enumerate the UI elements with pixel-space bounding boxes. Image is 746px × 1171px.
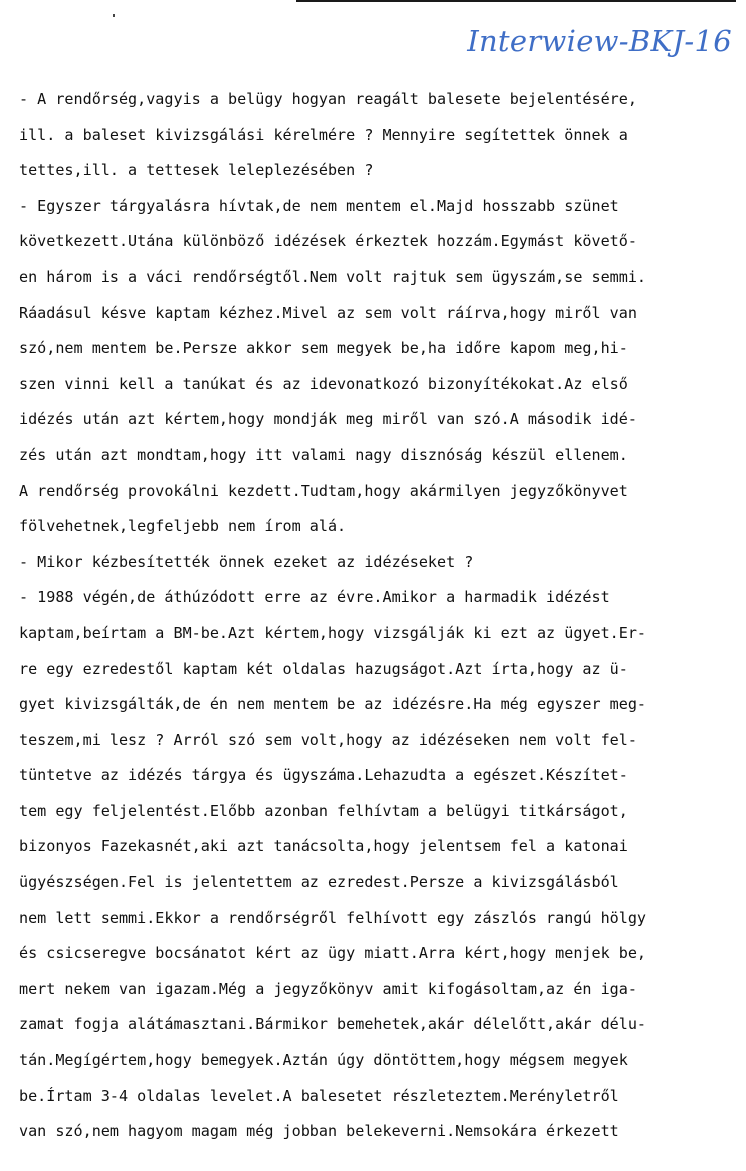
text-line: van szó,nem hagyom magam még jobban belekeverni.Nemsokára érkezett (19, 1122, 619, 1141)
text-line: - A rendőrség,vagyis a belügy hogyan reagált balesete bejelentésére, (19, 90, 637, 108)
text-line: tem egy feljelentést.Előbb azonban felhívtam a belügyi titkárságot, (19, 801, 628, 820)
text-line: nem lett semmi.Ekkor a rendőrségről felhívott egy zászlós rangú hölgy (19, 908, 647, 927)
text-line: teszem,mi lesz ? Arról szó sem volt,hogy az idézéseken nem volt fel- (19, 730, 637, 749)
text-line: tettes,ill. a tettesek leleplezésében ? (19, 161, 374, 180)
text-line: kaptam,beírtam a BM-be.Azt kértem,hogy vizsgálják ki ezt az ügyet.Er- (19, 623, 647, 642)
text-line: következett.Utána különböző idézések érkeztek hozzám.Egymást követő- (19, 232, 637, 251)
text-line: A rendőrség provokálni kezdett.Tudtam,hogy akármilyen jegyzőkönyvet (19, 481, 628, 500)
text-line: gyet kivizsgálták,de én nem mentem be az idézésre.Ha még egyszer meg- (19, 695, 647, 714)
text-line: Ráadásul késve kaptam kézhez.Mivel az sem volt ráírva,hogy miről van (19, 303, 637, 322)
scan-speck (113, 14, 115, 17)
text-line: tán.Megígértem,hogy bemegyek.Aztán úgy döntöttem,hogy mégsem megyek (19, 1051, 628, 1070)
text-line: szó,nem mentem be.Persze akkor sem megyek be,ha időre kapom meg,hi- (19, 339, 628, 358)
top-border-line (296, 0, 736, 2)
text-line: - Egyszer tárgyalásra hívtak,de nem mentem el.Majd hosszabb szünet (19, 196, 619, 215)
text-line: bizonyos Fazekasnét,aki azt tanácsolta,hogy jelentsem fel a katonai (19, 837, 628, 856)
text-line: re egy ezredestől kaptam két oldalas hazugságot.Azt írta,hogy az ü- (19, 659, 628, 678)
text-line: zamat fogja alátámasztani.Bármikor bemehetek,akár délelőtt,akár délu- (19, 1015, 647, 1034)
text-line: fölvehetnek,legfeljebb nem írom alá. (19, 517, 347, 536)
text-line: ügyészségen.Fel is jelentettem az ezredest.Persze a kivizsgálásból (19, 873, 619, 892)
text-line: szen vinni kell a tanúkat és az idevonatkozó bizonyítékokat.Az első (19, 374, 628, 393)
text-line: tüntetve az idézés tárgya és ügyszáma.Lehazudta a egészet.Készítet- (19, 766, 628, 785)
interview-id-header: Interwiew-BKJ-16 (467, 24, 732, 58)
text-line: mert nekem van igazam.Még a jegyzőkönyv amit kifogásoltam,az én iga- (19, 979, 637, 998)
text-line: en három is a váci rendőrségtől.Nem volt rajtuk sem ügyszám,se semmi. (19, 267, 647, 286)
text-line: zés után azt mondtam,hogy itt valami nagy disznóság készül ellenem. (19, 445, 628, 464)
text-line: - Mikor kézbesítették önnek ezeket az idézéseket ? (19, 552, 474, 571)
text-line: és csicseregve bocsánatot kért az ügy miatt.Arra kért,hogy menjek be, (19, 944, 647, 963)
text-line: ill. a baleset kivizsgálási kérelmére ? Mennyire segítettek önnek a (19, 125, 628, 144)
text-line: - 1988 végén,de áthúzódott erre az évre.Amikor a harmadik idézést (19, 588, 610, 607)
text-line: idézés után azt kértem,hogy mondják meg miről van szó.A második idé- (19, 410, 637, 429)
text-line: be.Írtam 3-4 oldalas levelet.A balesetet részleteztem.Merényletről (19, 1086, 619, 1105)
transcript-body (19, 82, 735, 1150)
